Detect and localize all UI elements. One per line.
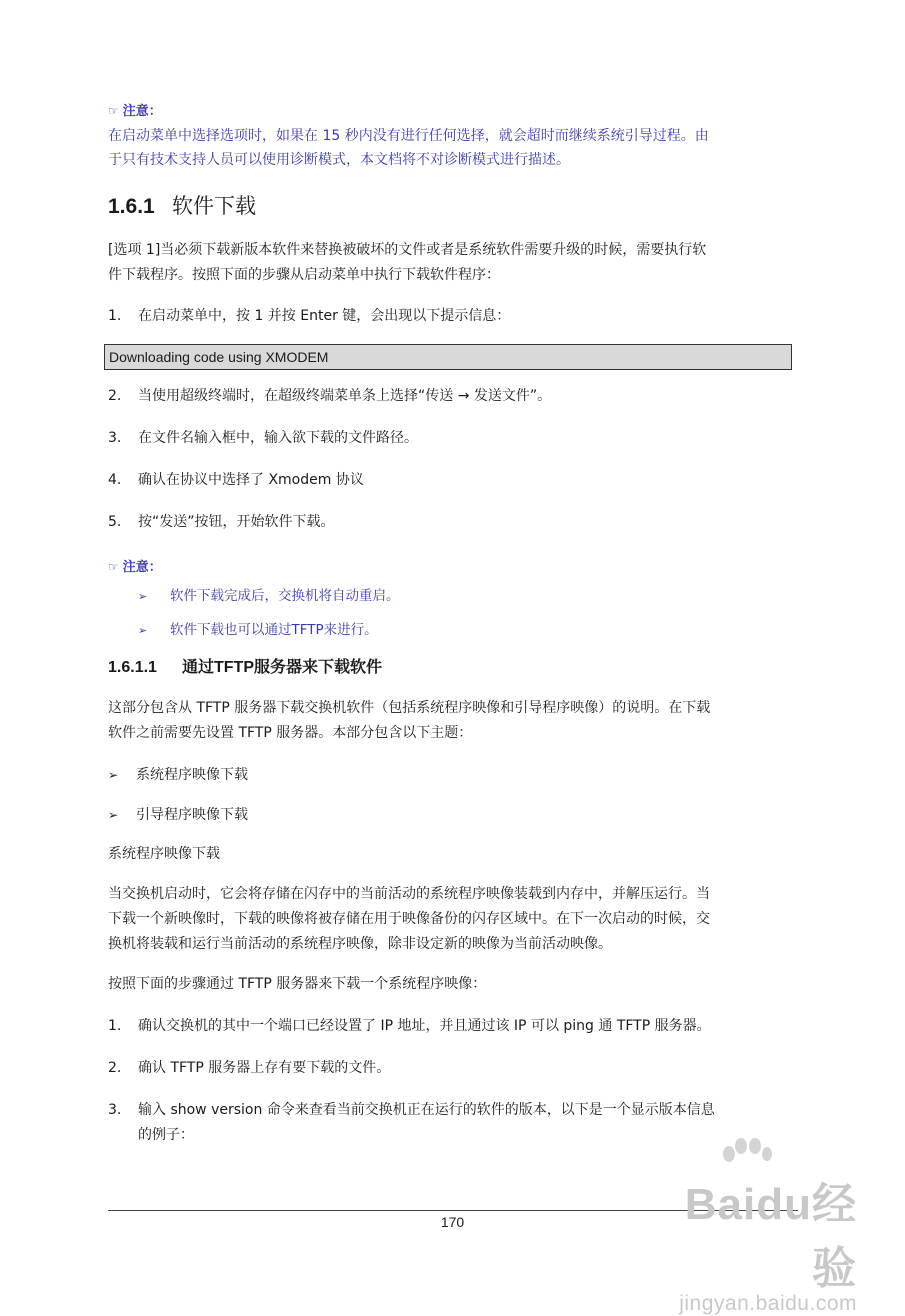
list-item: 4. 确认在协议中选择了 Xmodem 协议	[108, 472, 364, 488]
list-item: 2. 当使用超级终端时，在超级终端菜单条上选择“传送 → 发送文件”。	[108, 388, 552, 404]
arrow-bullet-icon: ➢	[108, 768, 119, 782]
page-number: 170	[440, 1214, 465, 1230]
list-item: 2. 确认 TFTP 服务器上存有要下载的文件。	[108, 1060, 391, 1076]
code-box: Downloading code using XMODEM	[104, 344, 792, 370]
body-paragraph: 当交换机启动时，它会将存储在闪存中的当前活动的系统程序映像装载到内存中，并解压运行。当 下载一个新映像时，下载的映像将被存储在用于映像备份的闪存区域中。在下一次启动的时候，交 换机将装载和运行当前活动的系统程序映像，除非设定新的映像为当前活动映像。	[108, 886, 710, 952]
note-label: ☞ 注意：	[108, 560, 162, 575]
note-list-item: ➢ 软件下载也可以通过TFTP来进行。	[138, 622, 378, 638]
note-text: 在启动菜单中选择选项时，如果在 15 秒内没有进行任何选择，就会超时而继续系统引导过程。由 于只有技术支持人员可以使用诊断模式，本文档将不对诊断模式进行描述。	[108, 128, 709, 168]
topic-heading: 系统程序映像下载	[108, 846, 220, 862]
list-item: 3. 在文件名输入框中，输入欲下载的文件路径。	[108, 430, 418, 446]
list-item: 5. 按“发送”按钮，开始软件下载。	[108, 514, 335, 530]
arrow-bullet-icon: ➢	[138, 590, 148, 603]
note-list-item: ➢ 软件下载完成后，交换机将自动重启。	[138, 588, 400, 604]
arrow-bullet-icon: ➢	[138, 624, 148, 637]
list-item: 1. 在启动菜单中，按 1 并按 Enter 键，会出现以下提示信息：	[108, 308, 511, 324]
subsection-intro: 这部分包含从 TFTP 服务器下载交换机软件（包括系统程序映像和引导程序映像）的说明。在下载 软件之前需要先设置 TFTP 服务器。本部分包含以下主题：	[108, 700, 711, 741]
watermark-logo: Baidu经验	[684, 1180, 857, 1293]
intro-paragraph: [选项 1]当必须下载新版本软件来替换被破坏的文件或者是系统软件需要升级的时候，需要执行软 件下载程序。按照下面的步骤从启动菜单中执行下载软件程序：	[108, 242, 707, 283]
list-item: 1. 确认交换机的其中一个端口已经设置了 IP 地址，并且通过该 IP 可以 ping 通 TFTP 服务器。	[108, 1018, 711, 1034]
note-label: ☞ 注意：	[108, 104, 162, 119]
list-item: 3. 输入 show version 命令来查看当前交换机正在运行的软件的版本，以下是一个显示版本信息 的例子：	[108, 1102, 715, 1143]
list-item: ➢ 系统程序映像下载	[108, 767, 248, 783]
pointing-hand-icon: ☞	[108, 104, 119, 118]
section-heading: 1.6.1 软件下载	[108, 195, 256, 218]
watermark-url: jingyan.baidu.com	[679, 1292, 857, 1315]
pointing-hand-icon: ☞	[108, 560, 119, 574]
subsection-heading: 1.6.1.1 通过TFTP服务器来下载软件	[108, 659, 382, 676]
watermark	[647, 1138, 857, 1315]
steps-intro: 按照下面的步骤通过 TFTP 服务器来下载一个系统程序映像：	[108, 976, 487, 992]
list-item: ➢ 引导程序映像下载	[108, 807, 248, 823]
arrow-bullet-icon: ➢	[108, 808, 119, 822]
paw-icon	[717, 1138, 773, 1178]
